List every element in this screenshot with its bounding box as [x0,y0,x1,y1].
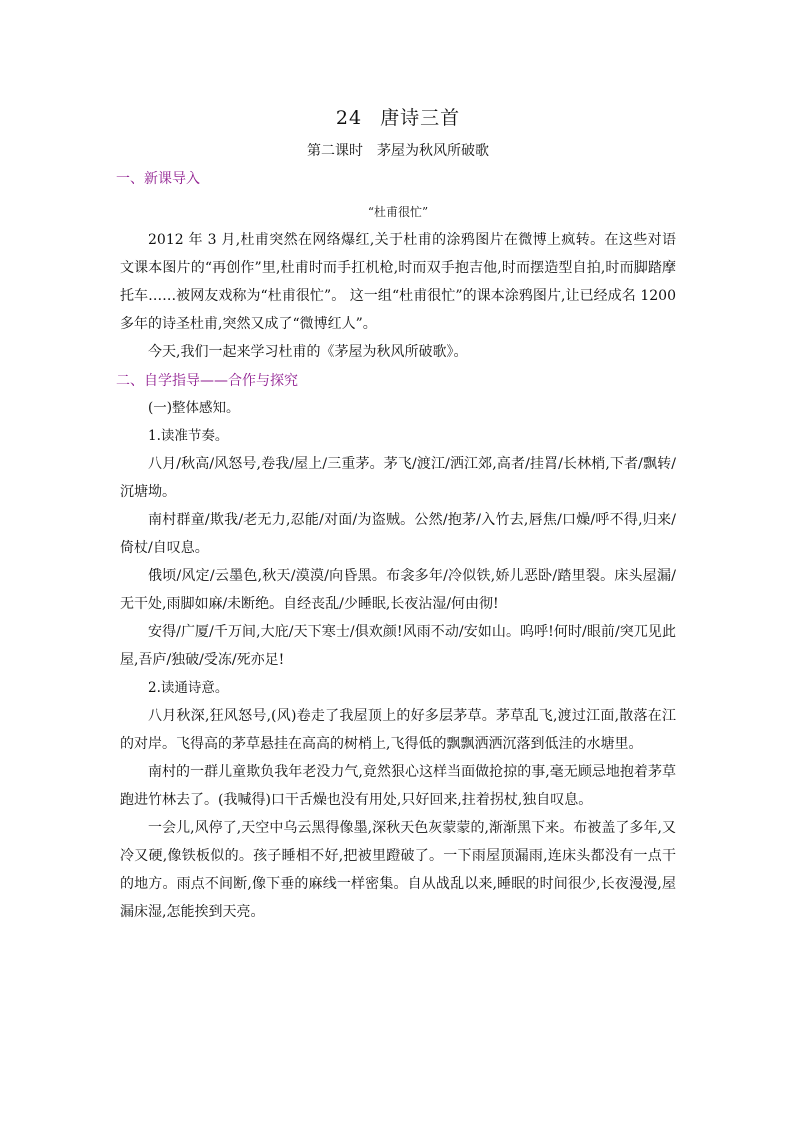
lesson-subtitle [120,140,676,162]
rhythm-paragraph: 俄顷/风定/云墨色,秋天/漠漠/向昏黑。布衾多年/冷似铁,娇儿恶卧/踏里裂。床头屋漏/无干处,雨脚如麻/未断绝。自经丧乱/少睡眠,长夜沾湿/何由彻! [120,568,676,612]
rhythm-paragraph: 南村群童/欺我/老无力,忍能/对面/为盗贼。公然/抱茅/入竹去,唇焦/口燥/呼不得,归来/倚杖/自叹息。 [120,512,676,556]
meaning-paragraph: 八月秋深,狂风怒号,(风)卷走了我屋顶上的好多层茅草。茅草乱飞,渡过江面,散落在江的对岸。飞得高的茅草悬挂在高高的树梢上,飞得低的飘飘洒洒沉落到低洼的水塘里。 [120,708,676,752]
lesson-title-text: 唐诗三首 [380,107,461,129]
document-content [116,104,676,926]
step-label: 2.读通诗意。 [148,680,229,696]
meaning-paragraph: 一会儿,风停了,天空中乌云黑得像墨,深秋天色灰蒙蒙的,渐渐黑下来。布被盖了多年,又冷又硬,像铁板似的。孩子睡相不好,把被里蹬破了。一下雨屋顶漏雨,连床头都没有一点干的地方。雨点不间断,像下垂的麻线一样密集。自从战乱以来,睡眠的时间很少,长夜漫漫,屋漏床湿,怎能挨到天亮。 [120,820,676,920]
intro-paragraph: 2012 年 3 月,杜甫突然在网络爆红,关于杜甫的涂鸦图片在微博上疯转。在这些对语文课本图片的“再创作”里,杜甫时而手扛机枪,时而双手抱吉他,时而摆造型自拍,时而脚踏摩托车……被网友戏称为“杜甫很忙”。 这一组“杜甫很忙”的课本涂鸦图片,让已经成名 1200 多年的诗圣杜甫,突然又成了“微博红人”。 [120,232,676,332]
meaning-paragraph: 南村的一群儿童欺负我年老没力气,竟然狠心这样当面做抢掠的事,毫无顾忌地抱着茅草跑进竹林去了。(我喊得)口干舌燥也没有用处,只好回来,拄着拐杖,独自叹息。 [120,764,676,808]
rhythm-paragraph: 八月/秋高/风怒号,卷我/屋上/三重茅。茅飞/渡江/洒江郊,高者/挂罥/长林梢,下者/飘转/沉塘坳。 [120,456,676,500]
section-heading-intro: 一、新课导入 [116,171,200,187]
section-heading-study: 二、自学指导——合作与探究 [116,373,298,389]
part-label: (一)整体感知。 [148,400,240,416]
subtitle-poem: 茅屋为秋风所破歌 [377,143,489,159]
subtitle-lesson: 第二课时 [307,143,363,159]
intro-quote-title: “杜甫很忙” [367,205,429,219]
lesson-number: 24 [335,107,363,129]
lesson-title [120,104,676,132]
intro-paragraph: 今天,我们一起来学习杜甫的《茅屋为秋风所破歌》。 [148,344,468,360]
step-label: 1.读准节奏。 [148,428,229,444]
rhythm-paragraph: 安得/广厦/千万间,大庇/天下寒士/俱欢颜!风雨不动/安如山。呜呼!何时/眼前/突兀见此屋,吾庐/独破/受冻/死亦足! [120,624,676,668]
